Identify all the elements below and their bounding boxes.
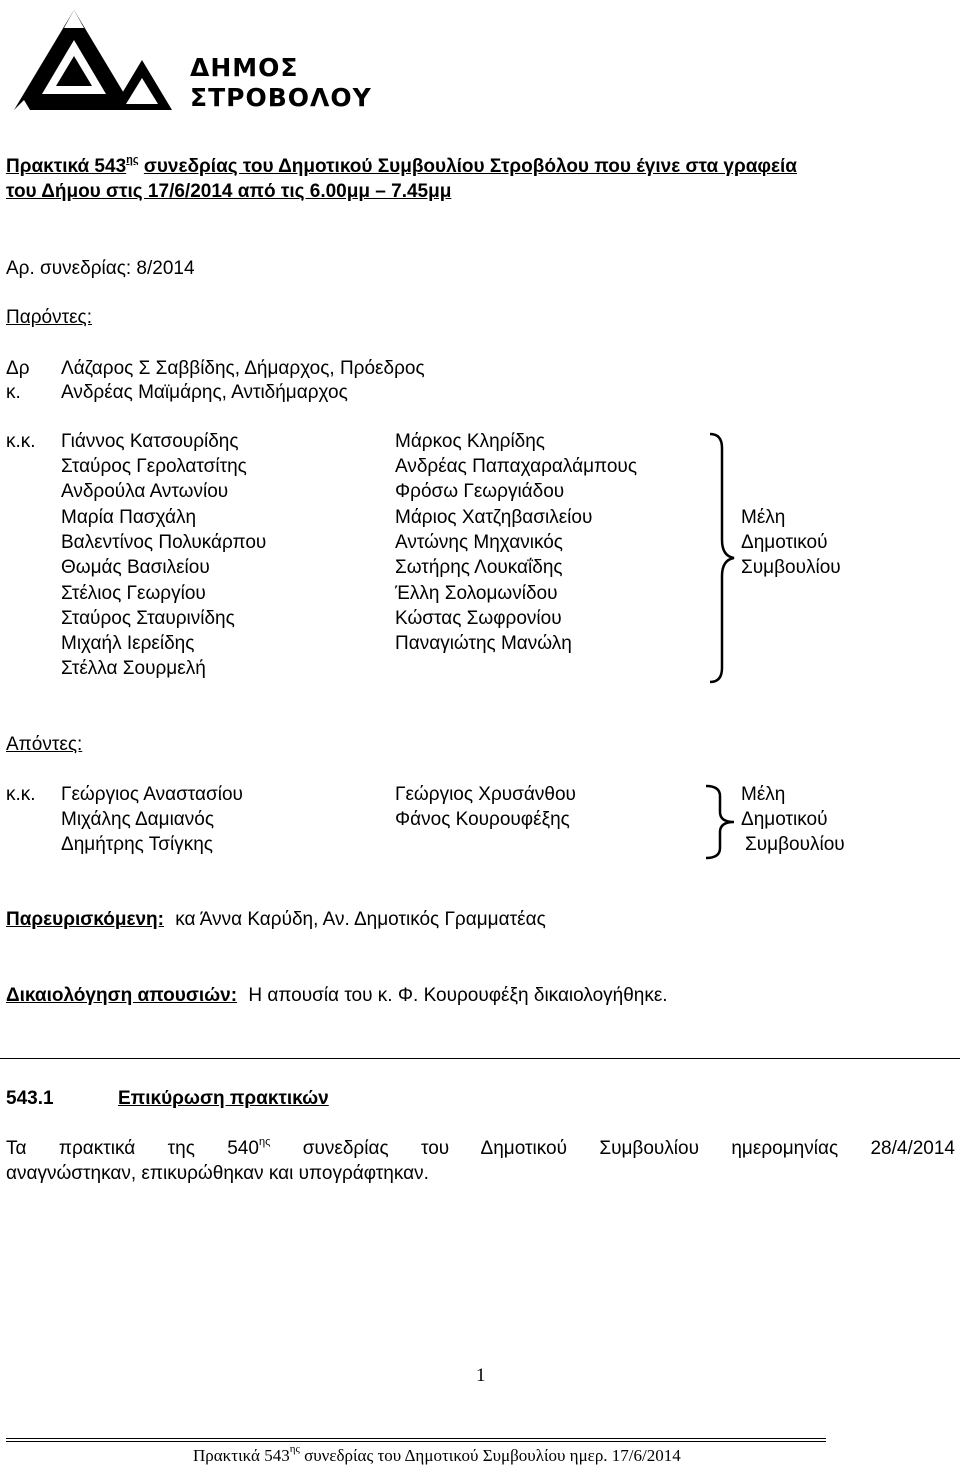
official-title: Δρ bbox=[6, 358, 30, 379]
session-number: Αρ. συνεδρίας: 8/2014 bbox=[6, 258, 195, 279]
member-name: Σωτήρης Λουκαΐδης bbox=[395, 557, 563, 578]
present-prefix: κ.κ. bbox=[6, 431, 36, 452]
member-name: Έλλη Σολομωνίδου bbox=[395, 583, 558, 604]
right-brace-icon bbox=[706, 432, 736, 684]
member-name: Μάρκος Κληρίδης bbox=[395, 431, 545, 452]
member-name: Παναγιώτης Μανώλη bbox=[395, 633, 572, 654]
member-name: Μάριος Χατζηβασιλείου bbox=[395, 507, 593, 528]
group-label: Δημοτικού bbox=[741, 809, 828, 830]
attending-line bbox=[6, 908, 546, 932]
footer-rest: συνεδρίας του Δημοτικού Συμβουλίου ημερ. 17/6/2014 bbox=[304, 1446, 681, 1465]
member-name: Σταύρος Γερολατσίτης bbox=[61, 456, 247, 477]
member-name: Στέλλα Σουρμελή bbox=[61, 658, 206, 679]
member-name: Μαρία Πασχάλη bbox=[61, 507, 197, 528]
group-label: Δημοτικού bbox=[741, 532, 828, 553]
member-name: Ανδρούλα Αντωνίου bbox=[61, 481, 229, 502]
official-title: κ. bbox=[6, 382, 21, 403]
item-paragraph-line2: αναγνώστηκαν, επικυρώθηκαν και υπογράφτηκαν. bbox=[6, 1163, 429, 1184]
minutes-heading-line1 bbox=[6, 155, 797, 179]
absent-prefix: κ.κ. bbox=[6, 784, 36, 805]
footer-rule bbox=[6, 1438, 826, 1439]
heading-title: Πρακτικά 543 bbox=[6, 156, 127, 177]
official-name: Λάζαρος Σ Σαββίδης, Δήμαρχος, Πρόεδρος bbox=[61, 358, 425, 379]
member-name: Δημήτρης Τσίγκης bbox=[61, 834, 213, 855]
member-name: Κώστας Σωφρονίου bbox=[395, 608, 562, 629]
excuse-text: Η απουσία του κ. Φ. Κουρουφέξη δικαιολογήθηκε. bbox=[248, 985, 668, 1006]
member-name: Αντώνης Μηχανικός bbox=[395, 532, 563, 553]
heading-rest: συνεδρίας του Δημοτικού Συμβουλίου Στροβόλου που έγινε στα γραφεία bbox=[143, 156, 797, 177]
member-name: Φάνος Κουρουφέξης bbox=[395, 809, 570, 830]
heading-sup: ης bbox=[126, 154, 139, 166]
official-name: Ανδρέας Μαϊμάρης, Αντιδήμαρχος bbox=[61, 382, 348, 403]
member-name: Μιχάλης Δαμιανός bbox=[61, 809, 215, 830]
member-name: Γιάννος Κατσουρίδης bbox=[61, 431, 239, 452]
divider bbox=[0, 1058, 960, 1059]
member-name: Γεώργιος Χρυσάνθου bbox=[395, 784, 576, 805]
excuse-line bbox=[6, 984, 668, 1008]
item-title: Επικύρωση πρακτικών bbox=[118, 1088, 329, 1109]
para-text-rest: συνεδρίας του Δημοτικού Συμβουλίου ημερομηνίας 28/4/2014 bbox=[302, 1138, 955, 1159]
footer-rule bbox=[6, 1441, 826, 1442]
present-label: Παρόντες: bbox=[6, 307, 92, 328]
minutes-heading-line2: του Δήμου στις 17/6/2014 από τις 6.00μμ – 7.45μμ bbox=[6, 181, 452, 202]
member-name: Βαλεντίνος Πολυκάρπου bbox=[61, 532, 267, 553]
group-label: Συμβουλίου bbox=[741, 557, 841, 578]
group-label: Μέλη bbox=[741, 784, 786, 805]
excuse-label: Δικαιολόγηση απουσιών: bbox=[6, 985, 238, 1006]
group-label: Συμβουλίου bbox=[745, 834, 845, 855]
member-name: Φρόσω Γεωργιάδου bbox=[395, 481, 565, 502]
footer-sup: ης bbox=[289, 1443, 300, 1455]
right-brace-icon bbox=[702, 784, 738, 860]
para-sup: ης bbox=[258, 1136, 271, 1148]
member-name: Θωμάς Βασιλείου bbox=[61, 557, 210, 578]
logo-line2: ΣΤΡΟΒΟΛΟΥ bbox=[190, 83, 372, 112]
page-number: 1 bbox=[476, 1365, 486, 1386]
footer-title: Πρακτικά 543 bbox=[193, 1446, 290, 1465]
member-name: Μιχαήλ Ιερείδης bbox=[61, 633, 195, 654]
member-name: Σταύρος Σταυρινίδης bbox=[61, 608, 235, 629]
absent-label: Απόντες: bbox=[6, 734, 83, 755]
triangle-logo-icon bbox=[12, 6, 192, 116]
attending-label: Παρευρισκόμενη: bbox=[6, 909, 164, 930]
member-name: Ανδρέας Παπαχαραλάμπους bbox=[395, 456, 637, 477]
group-label: Μέλη bbox=[741, 507, 786, 528]
item-number: 543.1 bbox=[6, 1088, 54, 1109]
logo-line1: ΔΗΜΟΣ bbox=[190, 53, 299, 82]
para-text: Τα πρακτικά της 540 bbox=[6, 1138, 259, 1159]
attending-text: κα Άννα Καρύδη, Αν. Δημοτικός Γραμματέας bbox=[175, 909, 546, 930]
member-name: Γεώργιος Αναστασίου bbox=[61, 784, 243, 805]
footer-text bbox=[193, 1444, 681, 1468]
item-paragraph-line1 bbox=[6, 1137, 955, 1161]
member-name: Στέλιος Γεωργίου bbox=[61, 583, 206, 604]
